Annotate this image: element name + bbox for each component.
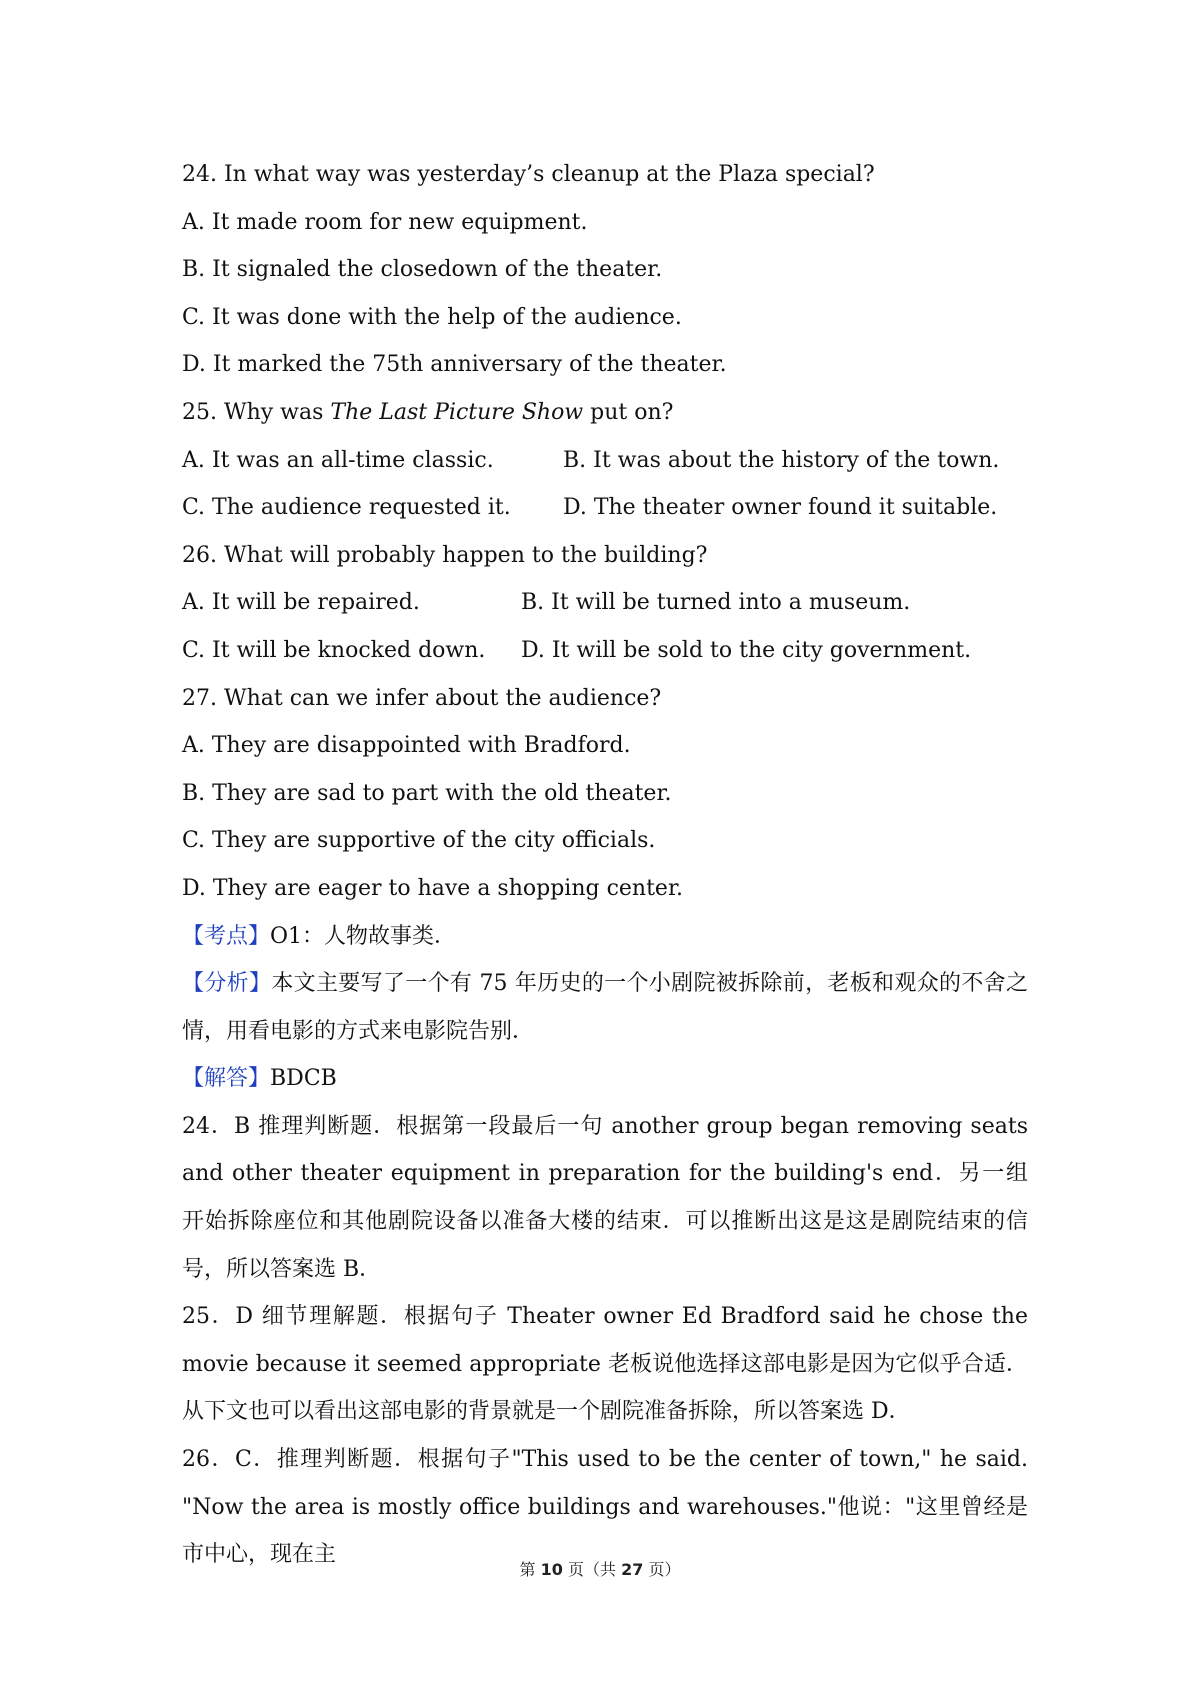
q27-option-c: C. They are supportive of the city officials. — [182, 828, 656, 854]
footer-page-number: 10 — [540, 1560, 563, 1579]
q26-option-c: C. It will be knocked down. — [182, 637, 486, 663]
q26-option-b: B. It will be turned into a museum. — [521, 590, 911, 616]
q25-option-a: A. It was an all-time classic. — [182, 447, 494, 473]
q24-option-d: D. It marked the 75th anniversary of the theater. — [182, 352, 727, 378]
footer-pre: 第 — [519, 1560, 541, 1579]
footer-mid: 页（共 — [562, 1560, 622, 1579]
footer-post: 页） — [643, 1560, 681, 1579]
q25-option-c: C. The audience requested it. — [182, 495, 511, 521]
q24-option-a: A. It made room for new equipment. — [182, 209, 588, 235]
q25-movie-title: The Last Picture Show — [330, 399, 584, 425]
jieda-answers: BDCB — [270, 1066, 337, 1092]
q26-option-a: A. It will be repaired. — [182, 590, 420, 616]
jieda-tag: 【解答】 — [182, 1066, 271, 1092]
q25-options-row1 — [182, 437, 1028, 485]
q26-options-row1 — [182, 579, 1028, 627]
explanation-24: 24．B 推理判断题．根据第一段最后一句 another group began removing seats and other theater equipment in preparation for the building's end．另一组开始拆除座位和其他剧院设备以准备大楼的结束．可以推断出这是这是剧院结束的信号，所以答案选 B． — [182, 1113, 1028, 1282]
q26-options-row2 — [182, 627, 1028, 675]
q25-stem-post: put on? — [583, 399, 674, 425]
explanation-26: 26．C．推理判断题．根据句子"This used to be the center of town," he said. "Now the area is mostly office buildings and warehouses."他说："这里曾经是市中心，现在主 — [182, 1447, 1028, 1568]
q25-option-d: D. The theater owner found it suitable. — [563, 495, 998, 521]
q25-stem — [182, 389, 1028, 437]
jieda-line — [182, 1055, 1028, 1103]
kaodian-text: O1：人物故事类． — [270, 923, 457, 949]
q24-option-c: C. It was done with the help of the audience. — [182, 304, 682, 330]
page-content — [182, 151, 1028, 1579]
q24-stem: 24. In what way was yesterday’s cleanup at the Plaza special? — [182, 162, 875, 187]
page-footer — [0, 1557, 1200, 1580]
q27-option-a: A. They are disappointed with Bradford. — [182, 733, 631, 759]
kaodian-tag: 【考点】 — [182, 923, 271, 949]
q27-option-d: D. They are eager to have a shopping center. — [182, 875, 684, 901]
q25-stem-pre: 25. Why was — [182, 399, 331, 425]
fenxi-tag: 【分析】 — [182, 971, 272, 997]
q26-stem: 26. What will probably happen to the building? — [182, 542, 708, 568]
q25-options-row2 — [182, 484, 1028, 532]
fenxi-paragraph — [182, 960, 1028, 1055]
q27-option-b: B. They are sad to part with the old theater. — [182, 780, 672, 806]
q24-option-b: B. It signaled the closedown of the theater. — [182, 257, 663, 283]
kaodian-line — [182, 913, 1028, 961]
explanation-25: 25．D 细节理解题．根据句子 Theater owner Ed Bradford said he chose the movie because it seemed appropriate 老板说他选择这部电影是因为它似乎合适．从下文也可以看出这部电影的背景就是一个剧院准备拆除，所以答案选 D． — [182, 1304, 1028, 1425]
q26-option-d: D. It will be sold to the city government. — [521, 637, 972, 663]
fenxi-text: 本文主要写了一个有 75 年历史的一个小剧院被拆除前，老板和观众的不舍之情，用看电影的方式来电影院告别． — [182, 971, 1028, 1044]
q27-stem: 27. What can we infer about the audience? — [182, 685, 662, 711]
q25-option-b: B. It was about the history of the town. — [563, 447, 1000, 473]
footer-total-pages: 27 — [621, 1560, 644, 1579]
